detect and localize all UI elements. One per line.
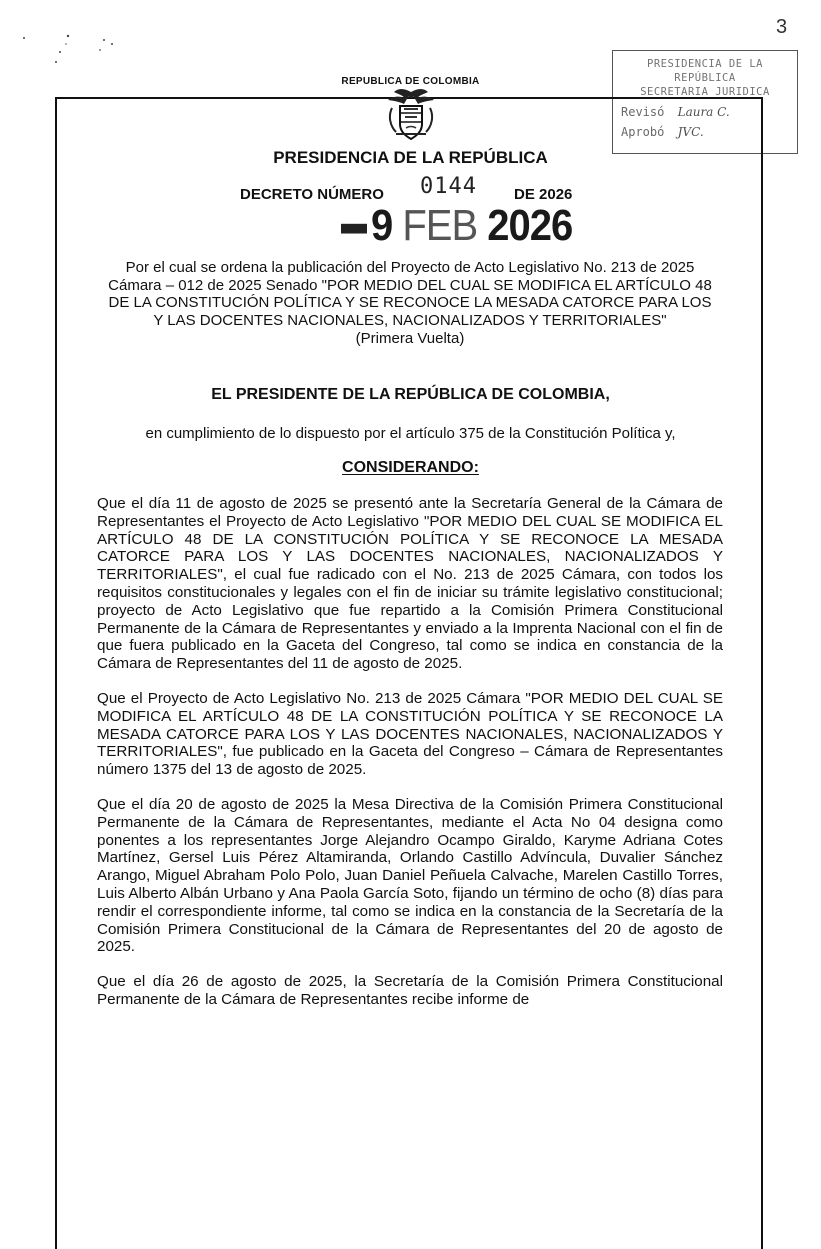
coat-of-arms-icon <box>380 86 442 144</box>
paragraph: Que el Proyecto de Acto Legislativo No. 213 de 2025 Cámara "POR MEDIO DEL CUAL SE MODIFICA EL ARTÍCULO 48 DE LA CONSTITUCIÓN POLÍTICA Y SE RECONOCE LA MESADA CATORCE PARA LOS Y LAS DOCENTES NACIONALES, NACIONALIZADOS Y TERRITORIALES", fue publicado en la Gaceta del Congreso – Cámara de Representantes número 1375 del 13 de agosto de 2025. <box>97 689 723 779</box>
scan-specks <box>20 30 150 70</box>
legal-basis: en cumplimiento de lo dispuesto por el artículo 375 de la Constitución Política y, <box>145 425 676 442</box>
subject-text: Por el cual se ordena la publicación del Proyecto de Acto Legislativo No. 213 de 2025 Cámara – 012 de 2025 Senado "POR MEDIO DEL CUAL SE MODIFICA EL ARTÍCULO 48 DE LA CONSTITUCIÓN POLÍTICA Y SE RECONOCE LA MESADA CATORCE PARA LOS Y LAS DOCENTES NACIONALES, NACIONALIZADOS Y TERRITORIALES" <box>108 259 712 330</box>
considering-label: CONSIDERANDO: <box>342 459 479 476</box>
stamp-reviso-label: Revisó <box>621 105 665 119</box>
considering-heading <box>0 459 821 477</box>
subject-note: (Primera Vuelta) <box>355 329 465 347</box>
stamp-aprobo-signature: JVC. <box>677 125 704 139</box>
date-year: 2026 <box>487 202 573 250</box>
paragraph: Que el día 11 de agosto de 2025 se presentó ante la Secretaría General de la Cámara de Representantes el Proyecto de Acto Legislativo "POR MEDIO DEL CUAL SE MODIFICA EL ARTÍCULO 48 DE LA CONSTITUCIÓN POLÍTICA Y SE RECONOCE LA MESADA CATORCE PARA LOS Y LAS DOCENTES NACIONALES, NACIONALIZADOS Y TERRITORIALES", el cual fue radicado con el No. 213 de 2025 Cámara, con todos los requisitos constitucionales y legales con el fin de iniciar su trámite legislativo constitucional; proyecto de Acto Legislativo que fue repartido a la Comisión Primera Constitucional Permanente de la Cámara de Representantes y enviado a la Imprenta Nacional con el fin de que fuera publicado en la Gaceta del Congreso, tal como se indica en constancia de la Cámara de Representantes del 11 de agosto de 2025. <box>97 495 723 673</box>
date-month: FEB <box>402 202 478 250</box>
stamp-line-1: PRESIDENCIA DE LA REPÚBLICA <box>647 58 763 84</box>
decree-label: DECRETO NÚMERO <box>240 186 384 203</box>
presidency-title: PRESIDENCIA DE LA REPÚBLICA <box>273 148 548 167</box>
stamp-line-2: SECRETARIA JURIDICA <box>640 86 770 98</box>
stamp-aprobo-label: Aprobó <box>621 125 665 139</box>
page-number: 3 <box>776 16 788 38</box>
decree-year: DE 2026 <box>514 186 573 203</box>
republic-label: REPUBLICA DE COLOMBIA <box>341 76 480 87</box>
decree-subject <box>108 259 712 348</box>
president-heading: EL PRESIDENTE DE LA REPÚBLICA DE COLOMBIA, <box>211 386 610 403</box>
stamp-reviso-signature: Laura C. <box>677 105 730 119</box>
date-stamp <box>341 202 572 251</box>
considerations-body <box>97 495 723 1026</box>
date-day: 9 <box>371 202 393 250</box>
decree-number: 0144 <box>420 174 477 199</box>
paragraph: Que el día 20 de agosto de 2025 la Mesa Directiva de la Comisión Primera Constitucional Permanente de la Cámara de Representantes, mediante el Acta No 04 designa como ponentes a los representantes Jorge Alejandro Ocampo Giraldo, Karyme Adriana Cotes Martínez, Gersel Luis Pérez Altamiranda, Orlando Castillo Advíncula, Duvalier Sánchez Arango, Miguel Abraham Polo Polo, Juan Daniel Peñuela Calvache, Marelen Castillo Torres, Luis Alberto Albán Urbano y Ana Paola García Soto, fijando un término de ocho (8) días para rendir el correspondiente informe, tal como se indica en la constancia de la Secretaría de la Comisión Primera Constitucional de la Cámara de Representantes del 20 de agosto de 2025. <box>97 795 723 956</box>
date-stamp-dash <box>341 224 367 234</box>
paragraph: Que el día 26 de agosto de 2025, la Secretaría de la Comisión Primera Constitucional Permanente de la Cámara de Representantes recibe informe de <box>97 973 723 1008</box>
